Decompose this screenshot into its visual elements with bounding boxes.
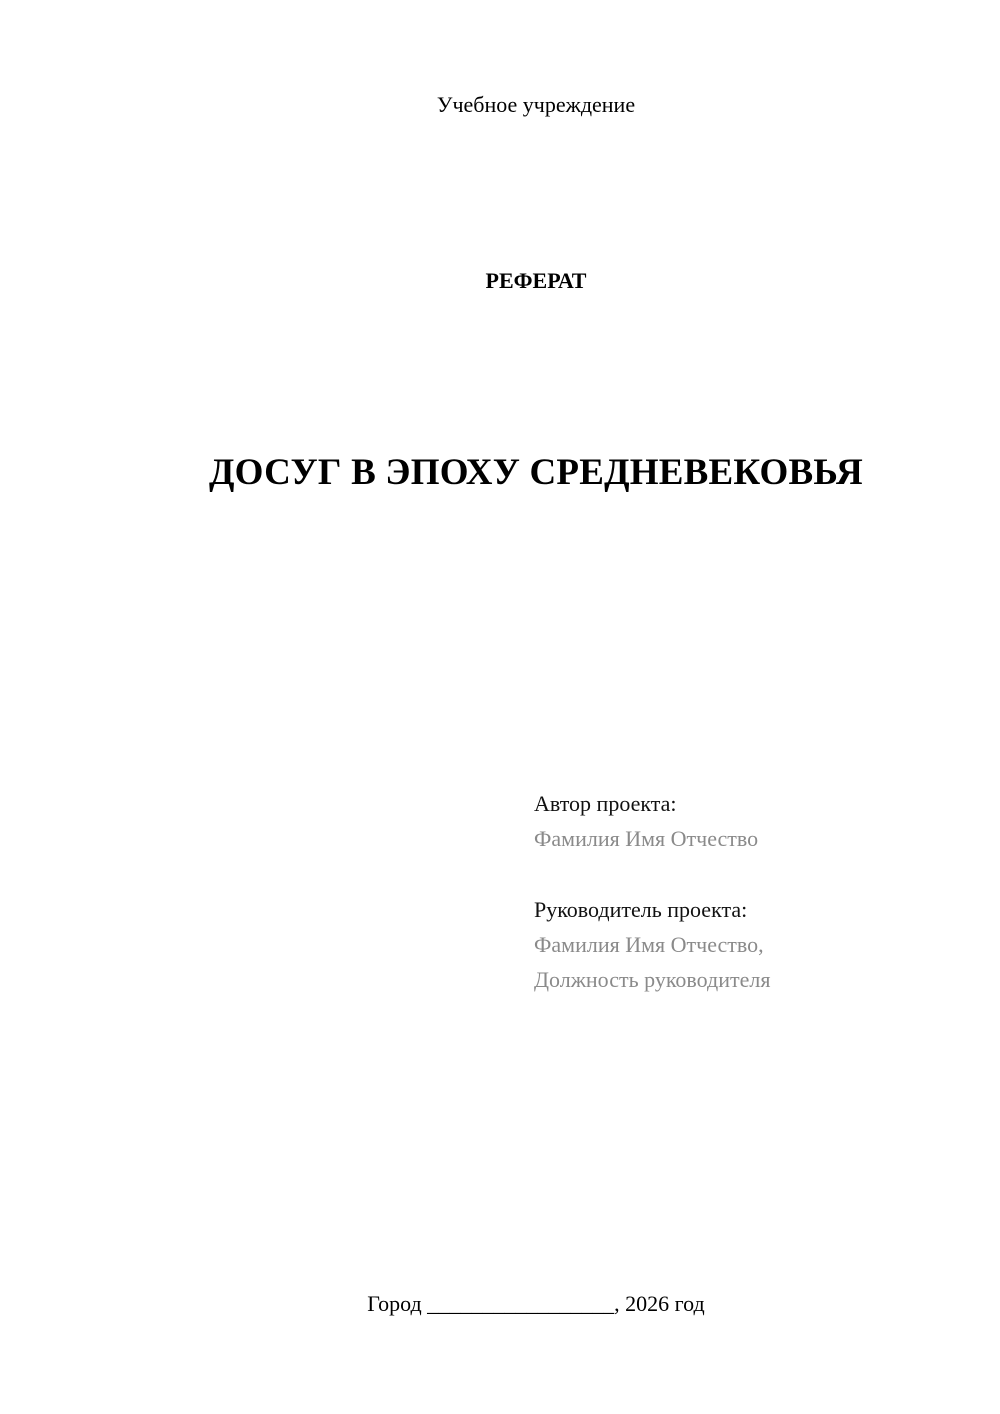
document-type: РЕФЕРАТ bbox=[485, 268, 587, 293]
supervisor-label: Руководитель проекта: bbox=[534, 897, 748, 922]
author-name: Фамилия Имя Отчество bbox=[534, 826, 759, 851]
supervisor-name: Фамилия Имя Отчество, bbox=[534, 932, 764, 957]
supervisor-position: Должность руководителя bbox=[534, 967, 771, 992]
author-label: Автор проекта: bbox=[534, 791, 677, 816]
institution-name: Учебное учреждение bbox=[436, 92, 636, 117]
spacer bbox=[534, 856, 974, 892]
document-title: ДОСУГ В ЭПОХУ СРЕДНЕВЕКОВЬЯ bbox=[209, 452, 863, 493]
author-block bbox=[534, 786, 974, 997]
city-year-footer: Город _________________, 2026 год bbox=[367, 1291, 705, 1316]
